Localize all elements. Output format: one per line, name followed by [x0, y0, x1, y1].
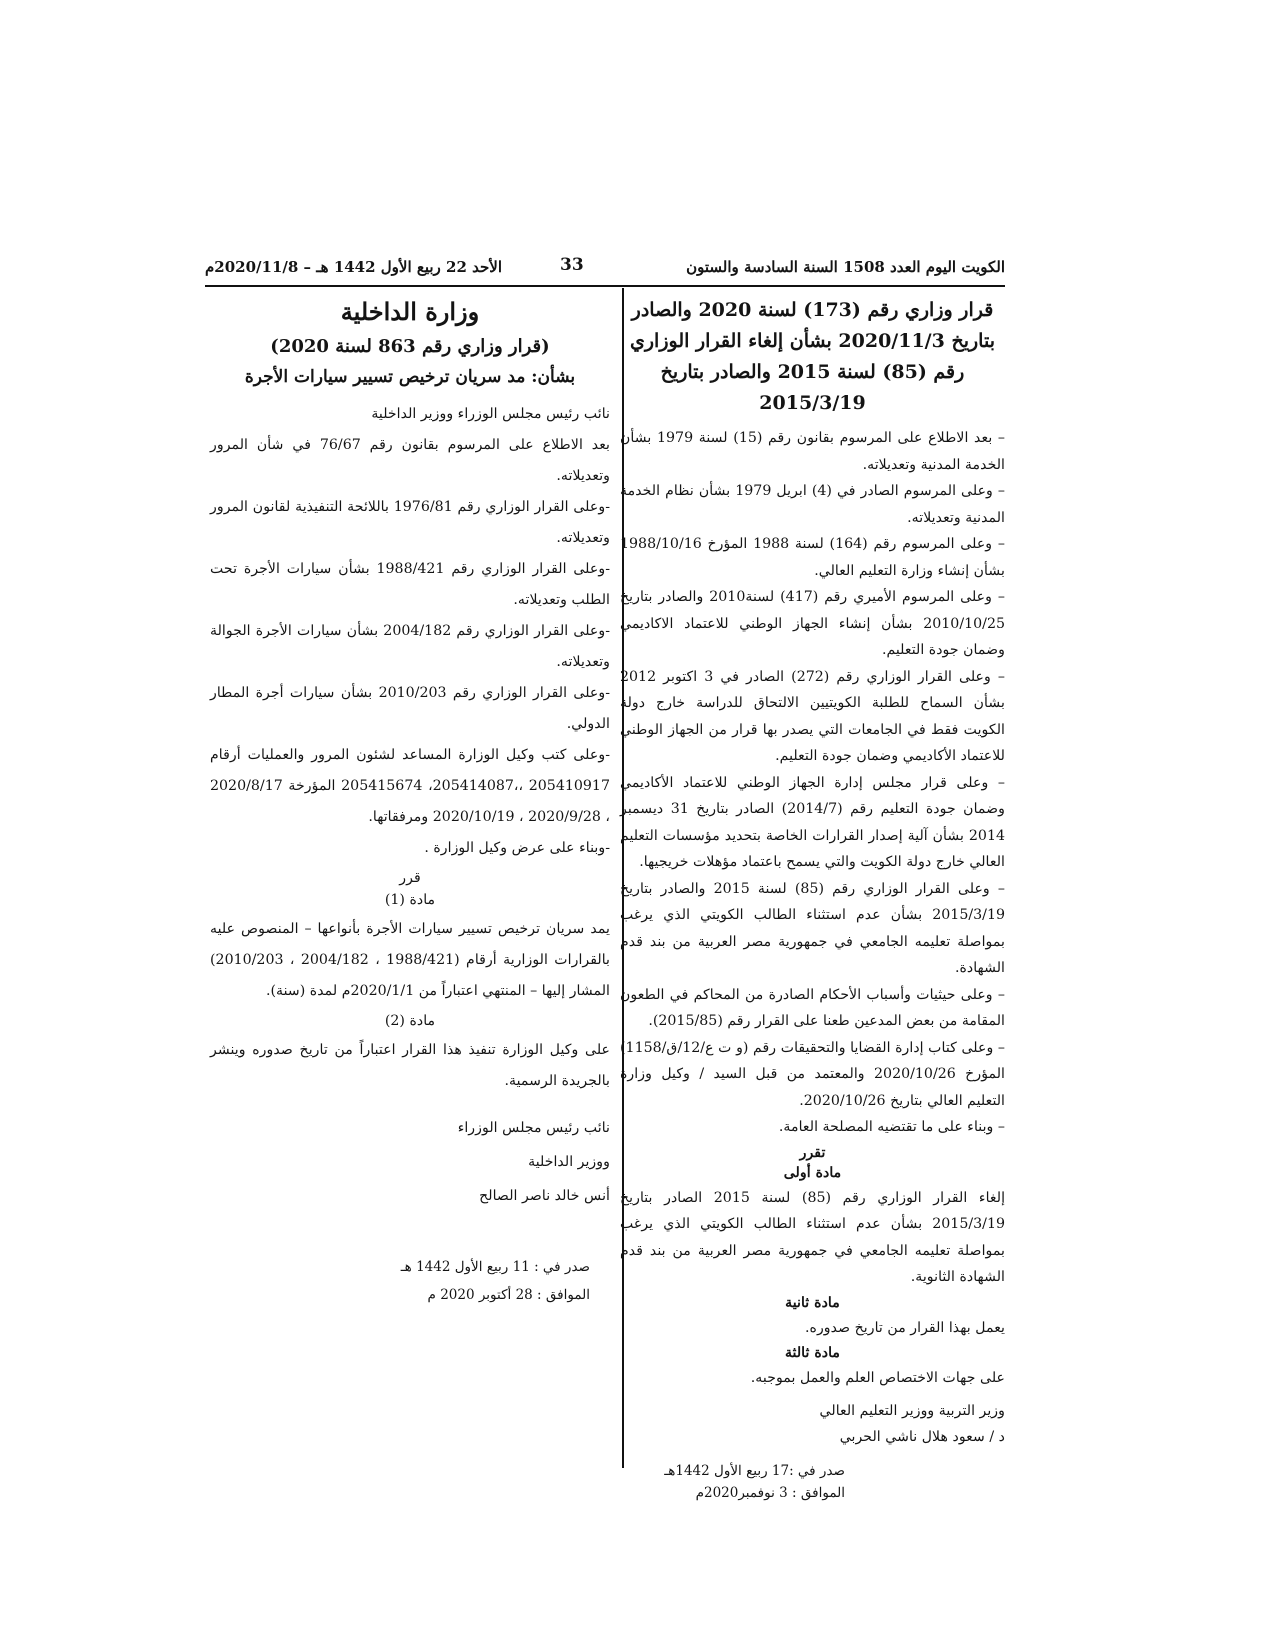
signer-title: وزير التربية ووزير التعليم العالي	[819, 1402, 1005, 1419]
preamble-item: بعد الاطلاع على المرسوم بقانون رقم 76/67 في شأن المرور وتعديلاته.	[210, 437, 610, 484]
preamble-item: – وعلى المرسوم الصادر في (4) ابريل 1979 بشأن نظام الخدمة المدنية وتعديلاته.	[620, 483, 1006, 526]
preamble-item: – وبناء على ما تقتضيه المصلحة العامة.	[778, 1119, 1005, 1135]
decision-173-column	[620, 295, 1005, 1504]
preamble-item: -وعلى القرار الوزاري رقم 2004/182 بشأن سيارات الأجرة الجوالة وتعديلاته.	[210, 623, 610, 670]
issued-date: صدر في : 11 ربيع الأول 1442 هـ	[400, 1259, 590, 1275]
issue-date: الأحد 22 ربيع الأول 1442 هـ – 2020/11/8م	[205, 258, 502, 276]
preamble-item: -وعلى كتب وكيل الوزارة المساعد لشئون المرور والعمليات أرقام 205410917 ،،205414087، 205415674 المؤرخة 2020/8/17 ، 2020/9/28 ، 2020/10/19 ومرفقاتها.	[210, 747, 610, 825]
article-2-text: يعمل بهذا القرار من تاريخ صدوره.	[805, 1319, 1005, 1336]
issue-info	[620, 1460, 1005, 1504]
preamble-item: -وبناء على عرض وكيل الوزارة .	[424, 840, 610, 856]
issue-info	[210, 1253, 610, 1309]
article-3-title: مادة ثالثة	[784, 1345, 841, 1361]
signature-block	[210, 1111, 610, 1213]
preamble-item: – وعلى قرار مجلس إدارة الجهاز الوطني للاعتماد الأكاديمي وضمان جودة التعليم رقم (2014/7) الصادر بتاريخ 31 ديسمبر 2014 بشأن آلية إصدار القرارات الخاصة بتحديد مؤسسات التعليم العالي خارج دولة الكويت والتي يسمح باعتماد مؤهلات خريجيها.	[620, 774, 1005, 870]
signer-name: د / سعود هلال ناشي الحربي	[839, 1428, 1005, 1445]
gazette-issue: الكويت اليوم العدد 1508 السنة السادسة والستون	[686, 258, 1005, 276]
page-header	[205, 255, 1005, 282]
corresponding-date: الموافق : 3 نوفمبر2020م	[695, 1484, 845, 1501]
article-1-text: يمد سريان ترخيص تسيير سيارات الأجرة بأنواعها – المنصوص عليه بالقرارات الوزارية أرقام (1988/421 ، 2004/182 ، 2010/203) المشار إليها – المنتهي اعتباراً من 2020/1/1م لمدة (سنة).	[210, 921, 610, 999]
article-2-title: مادة ثانية	[785, 1294, 840, 1311]
preamble-item: -وعلى القرار الوزاري رقم 1976/81 باللائحة التنفيذية لقانون المرور وتعديلاته.	[210, 499, 610, 546]
preamble-item: – وعلى حيثيات وأسباب الأحكام الصادرة من المحاكم في الطعون المقامة من بعض المدعين طعنا على القرار رقم (2015/85).	[620, 986, 1005, 1029]
article-1-title: مادة (1)	[384, 892, 436, 908]
corresponding-date: الموافق : 28 أكتوبر 2020 م	[427, 1287, 590, 1303]
signer-name: أنس خالد ناصر الصالح	[479, 1188, 610, 1204]
preamble-item: – وعلى كتاب إدارة القضايا والتحقيقات رقم (و ت ع/12/ق/1158) المؤرخ 2020/10/26 والمعتمد من قبل السيد / وكيل وزارة التعليم العالي بتاريخ 2020/10/26.	[620, 1039, 1005, 1109]
decides-heading: قرر	[399, 870, 421, 886]
preamble-item: – وعلى المرسوم الأميري رقم (417) لسنة2010 والصادر بتاريخ 2010/10/25 بشأن إنشاء الجهاز الوطني للاعتماد الاكاديمي وضمان جودة التعليم.	[620, 589, 1005, 658]
decision-173-title: قرار وزاري رقم (173) لسنة 2020 والصادر بتاريخ 2020/11/3 بشأن إلغاء القرار الوزاري رقم (85) لسنة 2015 والصادر بتاريخ 2015/3/19	[630, 299, 995, 414]
preamble-item: – بعد الاطلاع على المرسوم بقانون رقم (15) لسنة 1979 بشأن الخدمة المدنية وتعديلاته.	[620, 430, 1006, 473]
ministry-heading: وزارة الداخلية	[340, 297, 480, 326]
issued-date: صدر في :17 ربيع الأول 1442هـ	[664, 1462, 845, 1479]
preamble-item: – وعلى القرار الوزاري رقم (85) لسنة 2015 والصادر بتاريخ 2015/3/19 بشأن عدم استثناء الطالب الكويتي الذي يرغب بمواصلة تعليمه الجامعي في جمهورية مصر العربية من بند قدم الشهادة.	[620, 880, 1005, 976]
issuer: نائب رئيس مجلس الوزراء ووزير الداخلية	[371, 406, 610, 422]
article-2-title: مادة (2)	[384, 1013, 436, 1029]
preamble-item: – وعلى المرسوم رقم (164) لسنة 1988 المؤرخ 1988/10/16 بشأن إنشاء وزارة التعليم العالي.	[620, 536, 1005, 579]
decision-863-column	[210, 295, 610, 1309]
signature-block	[620, 1398, 1005, 1450]
preamble-item: -وعلى القرار الوزاري رقم 1988/421 بشأن سيارات الأجرة تحت الطلب وتعديلاته.	[210, 561, 610, 608]
preamble-item: -وعلى القرار الوزاري رقم 2010/203 بشأن سيارات أجرة المطار الدولي.	[210, 685, 610, 732]
decides-heading: تقرر	[799, 1144, 826, 1161]
article-1-text: إلغاء القرار الوزاري رقم (85) لسنة 2015 الصادر بتاريخ 2015/3/19 بشأن عدم استثناء الطالب الكويتي الذي يرغب بمواصلة تعليمه الجامعي في جمهورية مصر العربية من بند قدم الشهادة الثانوية.	[620, 1189, 1006, 1285]
header-rule	[205, 285, 1005, 287]
page-number: 33	[560, 255, 584, 275]
signer-line-1: نائب رئيس مجلس الوزراء	[457, 1120, 610, 1136]
decision-863-number: (قرار وزاري رقم 863 لسنة 2020)	[270, 336, 550, 357]
preamble-item: – وعلى القرار الوزاري رقم (272) الصادر في 3 اكتوبر 2012 بشأن السماح للطلبة الكويتيين الالتحاق للدراسة خارج دولة الكويت فقط في الجامعات التي يصدر بها قرار من الجهاز الوطني للاعتماد الأكاديمي وضمان جودة التعليم.	[620, 668, 1005, 764]
decision-863-subject: بشأن: مد سريان ترخيص تسيير سيارات الأجرة	[244, 367, 576, 387]
signer-line-2: ووزير الداخلية	[528, 1154, 610, 1170]
article-2-text: على وكيل الوزارة تنفيذ هذا القرار اعتباراً من تاريخ صدوره وينشر بالجريدة الرسمية.	[210, 1042, 610, 1089]
article-3-text: على جهات الاختصاص العلم والعمل بموجبه.	[750, 1370, 1005, 1386]
article-1-title: مادة أولى	[783, 1164, 842, 1181]
